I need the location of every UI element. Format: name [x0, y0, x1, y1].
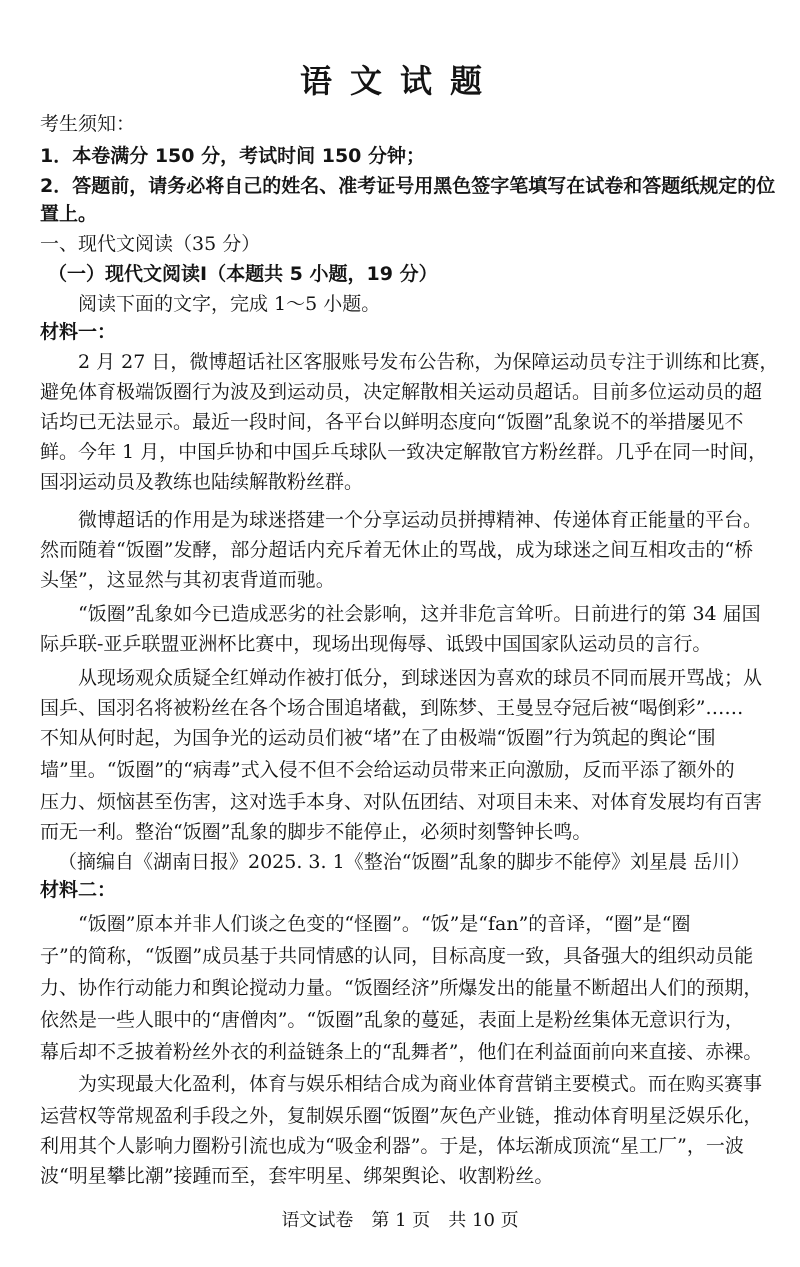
section-subheading: （一）现代文阅读Ⅰ（本题共 5 小题，19 分） [48, 263, 438, 285]
material1-line: 从现场观众质疑全红婵动作被打低分，到球迷因为喜欢的球员不同而展开骂战；从 [78, 667, 763, 689]
material2-line: 为实现最大化盈利，体育与娱乐相结合成为商业体育营销主要模式。而在购买赛事 [78, 1073, 763, 1095]
material2-line: 依然是一些人眼中的“唐僧肉”。“饭圈”乱象的蔓延，表面上是粉丝集体无意识行为， [40, 1009, 744, 1031]
material2-label: 材料二： [40, 879, 117, 901]
material1-line: 2 月 27 日，微博超话社区客服账号发布公告称，为保障运动员专注于训练和比赛， [78, 351, 779, 373]
material1-line: 压力、烦恼甚至伤害，这对选手本身、对队伍团结、对项目未来、对体育发展均有百害 [40, 791, 763, 813]
material1-label: 材料一： [40, 321, 117, 343]
material1-line: 墙”里。“饭圈”的“病毒”式入侵不但不会给运动员带来正向激励，反而平添了额外的 [40, 759, 735, 781]
notice-heading: 考生须知： [40, 113, 136, 135]
material1-line: 际乒联-亚乒联盟亚洲杯比赛中，现场出现侮辱、诋毁中国国家队运动员的言行。 [40, 633, 712, 655]
material1-line: 微博超话的作用是为球迷搭建一个分享运动员拼搏精神、传递体育正能量的平台。 [78, 509, 763, 531]
material1-source: （摘编自《湖南日报》2025. 3. 1《整治“饭圈”乱象的脚步不能停》刘星晨 岳川） [58, 851, 751, 873]
material1-line: 不知从何时起，为国争光的运动员们被“堵”在了由极端“饭圈”行为筑起的舆论“围 [40, 727, 716, 749]
material1-line: 而无一利。整治“饭圈”乱象的脚步不能停止，必须时刻警钟长鸣。 [40, 821, 592, 843]
material2-line: 利用其个人影响力圈粉引流也成为“吸金利器”。于是，体坛渐成顶流“星工厂”，一波 [40, 1135, 744, 1157]
material2-line: 力、协作行动能力和舆论搅动力量。“饭圈经济”所爆发出的能量不断超出人们的预期， [40, 977, 763, 999]
material2-line: 波“明星攀比潮”接踵而至，套牢明星、绑架舆论、收割粉丝。 [40, 1165, 554, 1187]
material1-line: 然而随着“饭圈”发酵，部分超话内充斥着无休止的骂战，成为球迷之间互相攻击的“桥 [40, 539, 754, 561]
notice-item-2: 2．答题前，请务必将自己的姓名、准考证号用黑色签字笔填写在试卷和答题纸规定的位 [40, 175, 776, 197]
section-instruction: 阅读下面的文字，完成 1～5 小题。 [78, 293, 381, 315]
material1-line: “饭圈”乱象如今已造成恶劣的社会影响，这并非危言耸听。日前进行的第 34 届国 [78, 603, 761, 625]
material1-line: 国羽运动员及教练也陆续解散粉丝群。 [40, 471, 364, 493]
material1-line: 头堡”，这显然与其初衷背道而驰。 [40, 569, 335, 591]
notice-item-1: 1．本卷满分 150 分，考试时间 150 分钟； [40, 145, 426, 167]
material1-line: 话均已无法显示。最近一段时间，各平台以鲜明态度向“饭圈”乱象说不的举措屡见不 [40, 411, 744, 433]
material2-line: 子”的简称，“饭圈”成员基于共同情感的认同，目标高度一致，具备强大的组织动员能 [40, 945, 754, 967]
material1-line: 鲜。今年 1 月，中国乒协和中国乒乓球队一致决定解散官方粉丝群。几乎在同一时间， [40, 441, 768, 463]
section-heading: 一、现代文阅读（35 分） [40, 233, 261, 255]
material2-line: 幕后却不乏披着粉丝外衣的利益链条上的“乱舞者”，他们在利益面前向来直接、赤裸。 [40, 1041, 763, 1063]
material1-line: 避免体育极端饭圈行为波及到运动员，决定解散相关运动员超话。目前多位运动员的超 [40, 381, 763, 403]
page-footer: 语文试卷 第 1 页 共 10 页 [281, 1210, 519, 1231]
material1-line: 国乒、国羽名将被粉丝在各个场合围追堵截，到陈梦、王曼昱夺冠后被“喝倒彩”…… [40, 697, 744, 719]
notice-item-2-cont: 置上。 [40, 203, 98, 225]
page-title: 语文试题 [299, 62, 500, 100]
material2-line: “饭圈”原本并非人们谈之色变的“怪圈”。“饭”是“fan”的音译，“圈”是“圈 [78, 913, 691, 935]
material2-line: 运营权等常规盈利手段之外，复制娱乐圈“饭圈”灰色产业链，推动体育明星泛娱乐化， [40, 1105, 763, 1127]
